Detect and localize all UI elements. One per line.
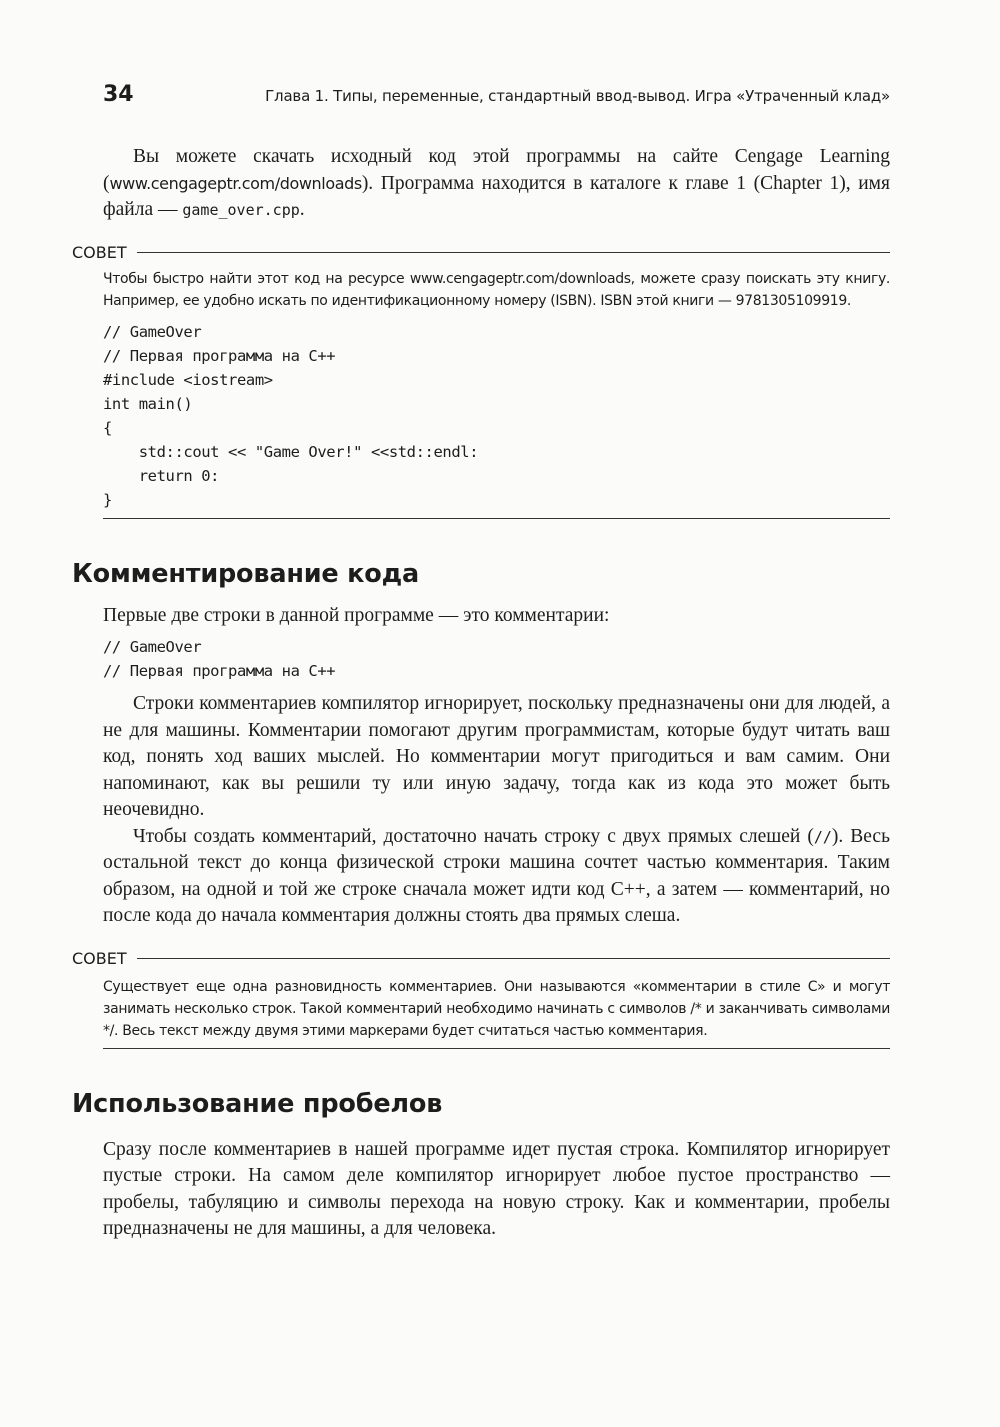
comments-p2-code: // — [813, 827, 832, 846]
comments-paragraph-1: Строки комментариев компилятор игнорирует, поскольку предназначены они для людей, а не для машины. Комментарии помогают другим программистам, которые будут читать ваш код, понять ход ваших мыслей. Но комментарии могут пригодиться и вам самим. Они напоминают, как вы решили ту или иную задачу, тогда как из кода это может быть неочевидно. — [103, 693, 890, 820]
code-line: std::cout << "Game Over!" <<std::endl: — [103, 442, 479, 461]
comments-code-sample — [103, 635, 890, 683]
tip-text: Чтобы быстро найти этот код на ресурсе www.cengageptr.com/downloads, можете сразу поискать эту книгу. Например, ее удобно искать по идентификационному номеру (ISBN). ISBN этой книги — 9781305109919. — [103, 270, 890, 309]
comments-paragraph-2 — [103, 824, 890, 930]
page-content — [72, 144, 890, 1243]
tip-header — [72, 948, 890, 970]
tip-rule — [137, 958, 890, 959]
tip-title: СОВЕТ — [72, 949, 127, 968]
section-heading-whitespace: Использование пробелов — [72, 1088, 443, 1119]
page-number: 34 — [103, 82, 134, 107]
intro-text-middle: ). Программа находится в каталоге к главе 1 (Chapter 1), имя файла — — [103, 172, 890, 220]
tip-text: Существует еще одна разновидность комментариев. Они называются «комментарии в стиле C» и могут занимать несколько строк. Такой комментарий необходимо начинать с символов /* и заканчивать символами */. Весь текст между двумя этими маркерами будет считаться частью комментария. — [103, 978, 890, 1039]
page-header — [103, 82, 890, 112]
tip-header — [72, 242, 890, 264]
tip-bottom-rule — [103, 1048, 890, 1049]
listing-bottom-rule — [103, 518, 890, 519]
code-line: int main() — [103, 394, 193, 413]
intro-text-after: . — [299, 199, 305, 220]
intro-url: www.cengageptr.com/downloads — [109, 173, 362, 193]
code-line: } — [103, 490, 112, 509]
code-line: // Первая программа на C++ — [103, 662, 336, 680]
code-line: return 0: — [103, 466, 220, 485]
code-line: { — [103, 418, 112, 437]
code-line: // GameOver — [103, 322, 202, 341]
intro-filename: game_over.cpp — [182, 201, 300, 219]
comments-p2-before: Чтобы создать комментарий, достаточно начать строку с двух прямых слешей ( — [133, 825, 814, 847]
code-line: #include <iostream> — [103, 370, 273, 389]
code-line: // GameOver — [103, 638, 202, 656]
comments-intro-paragraph: Первые две строки в данной программе — это комментарии: — [103, 604, 610, 626]
running-head: Глава 1. Типы, переменные, стандартный ввод-вывод. Игра «Утраченный клад» — [265, 87, 890, 105]
comments-p2-after: ). Весь остальной текст до конца физической строки машина сочтет частью комментария. Таким образом, на одной и той же строке сначала может идти код C++, а затем — комментарий, но после кода до начала комментария должны стоять два прямых слеша. — [103, 825, 890, 926]
tip-box-2 — [72, 948, 890, 1042]
whitespace-paragraph: Сразу после комментариев в нашей программе идет пустая строка. Компилятор игнорирует пустые строки. На самом деле компилятор игнорирует любое пустое пространство — пробелы, табуляцию и символы перехода на новую строку. Как и комментарии, пробелы предназначены не для машины, а для человека. — [103, 1138, 890, 1239]
tip-rule — [137, 252, 890, 253]
section-heading-comments: Комментирование кода — [72, 558, 420, 589]
tip-title: СОВЕТ — [72, 243, 127, 262]
code-line: // Первая программа на C++ — [103, 346, 336, 365]
intro-text-before: Вы можете скачать исходный код этой программы на сайте Cengage Learning ( — [103, 146, 890, 194]
tip-box-1 — [72, 242, 890, 312]
intro-paragraph — [103, 144, 890, 224]
code-listing — [103, 320, 890, 512]
